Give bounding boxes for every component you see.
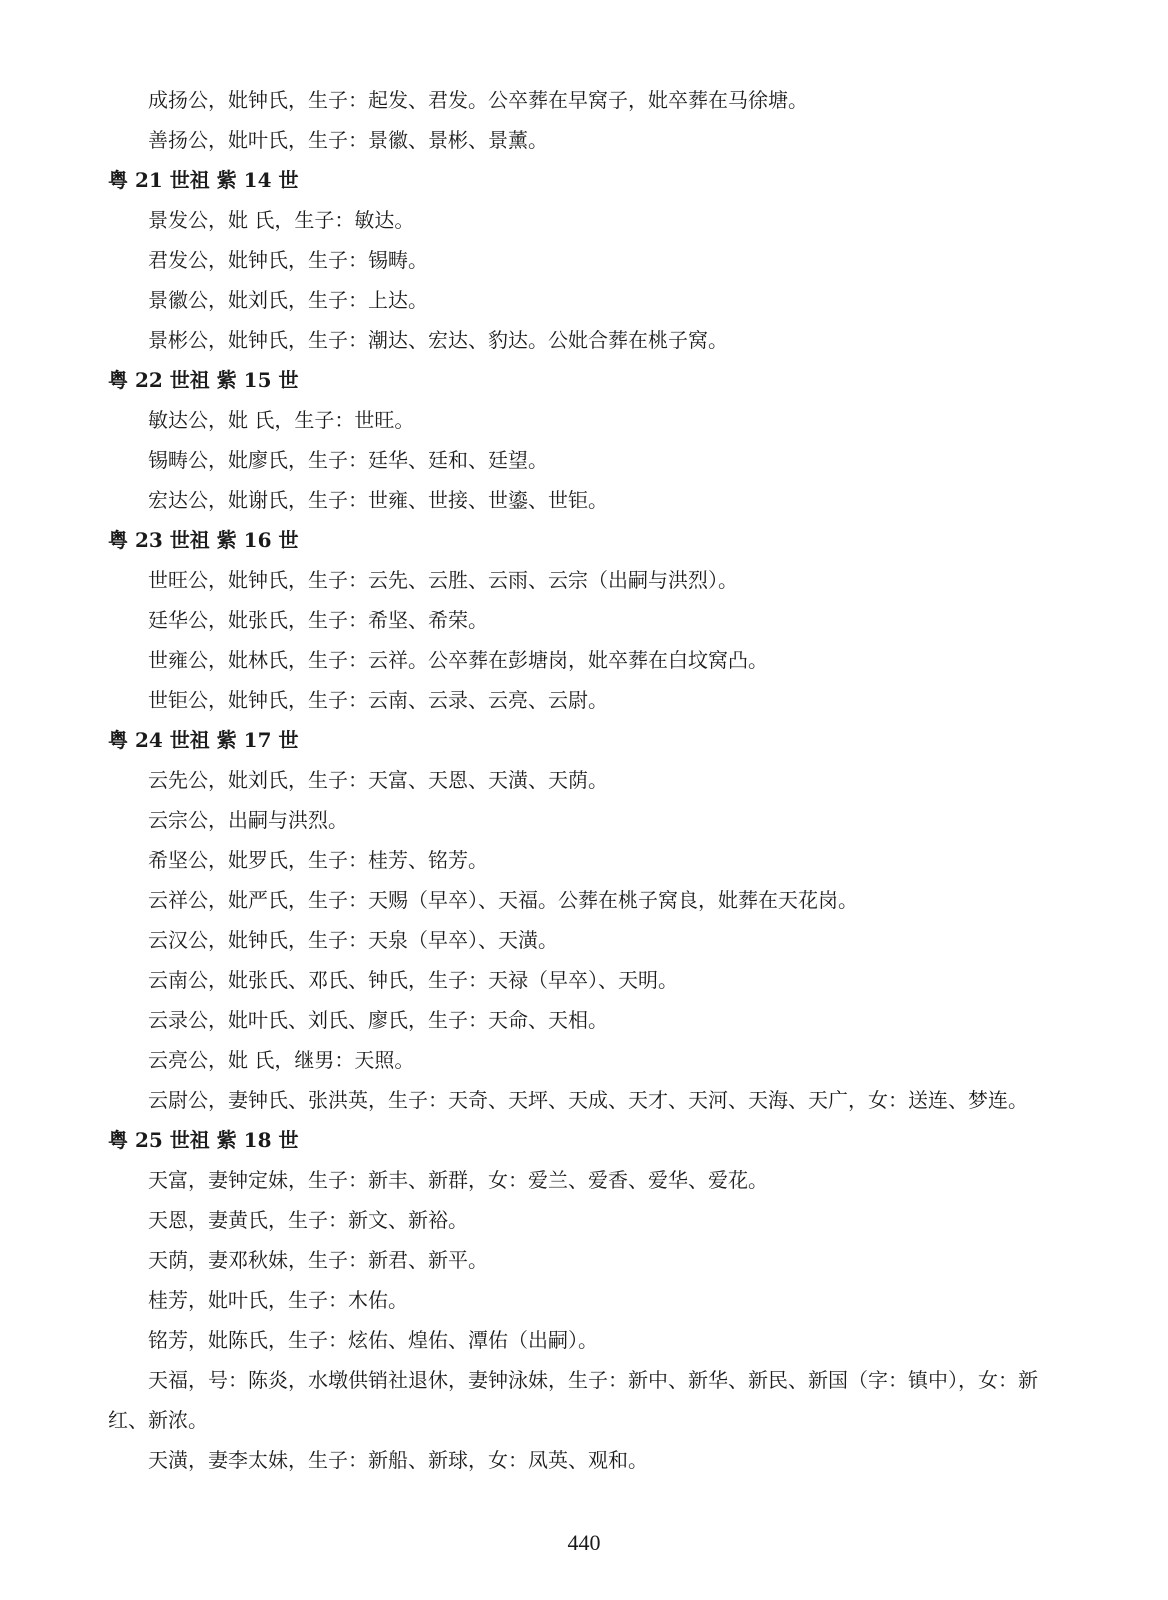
genealogy-entry: 云尉公，妻钟氏、张洪英，生子：天奇、天坪、天成、天才、天河、天海、天广，女：送连、梦连。 [148,1088,1028,1112]
genealogy-entry: 善扬公，妣叶氏，生子：景徽、景彬、景薰。 [148,128,548,152]
generation-heading: 粤 21 世祖 紫 14 世 [108,168,299,192]
genealogy-entry: 景发公，妣 氏，生子：敏达。 [148,208,415,232]
genealogy-entry: 云录公，妣叶氏、刘氏、廖氏，生子：天命、天相。 [148,1008,608,1032]
genealogy-entry: 景彬公，妣钟氏，生子：潮达、宏达、豹达。公妣合葬在桃子窝。 [148,328,728,352]
genealogy-entry: 天潢，妻李太妹，生子：新船、新球，女：凤英、观和。 [148,1448,648,1472]
page-number: 440 [567,1530,601,1555]
generation-heading: 粤 22 世祖 紫 15 世 [108,368,299,392]
genealogy-entry: 天富，妻钟定妹，生子：新丰、新群，女：爱兰、爱香、爱华、爱花。 [148,1168,768,1192]
genealogy-entry: 世旺公，妣钟氏，生子：云先、云胜、云雨、云宗（出嗣与洪烈）。 [148,568,738,592]
genealogy-entry: 云祥公，妣严氏，生子：天赐（早卒）、天福。公葬在桃子窝良，妣葬在天花岗。 [148,888,858,912]
genealogy-text [108,80,1058,1480]
genealogy-entry: 敏达公，妣 氏，生子：世旺。 [148,408,415,432]
genealogy-entry: 世钜公，妣钟氏，生子：云南、云录、云亮、云尉。 [148,688,608,712]
generation-heading: 粤 23 世祖 紫 16 世 [108,528,299,552]
genealogy-entry: 云亮公，妣 氏，继男：天照。 [148,1048,415,1072]
genealogy-entry: 云汉公，妣钟氏，生子：天泉（早卒）、天潢。 [148,928,558,952]
generation-heading: 粤 25 世祖 紫 18 世 [108,1128,299,1152]
genealogy-entry: 世雍公，妣林氏，生子：云祥。公卒葬在彭塘岗，妣卒葬在白坟窝凸。 [148,648,768,672]
genealogy-entry: 天荫，妻邓秋妹，生子：新君、新平。 [148,1248,488,1272]
genealogy-entry: 云南公，妣张氏、邓氏、钟氏，生子：天禄（早卒）、天明。 [148,968,678,992]
genealogy-entry: 云宗公，出嗣与洪烈。 [148,808,348,832]
genealogy-entry: 希坚公，妣罗氏，生子：桂芳、铭芳。 [148,848,488,872]
generation-heading: 粤 24 世祖 紫 17 世 [108,728,299,752]
genealogy-entry: 宏达公，妣谢氏，生子：世雍、世接、世鎏、世钜。 [148,488,608,512]
genealogy-entry: 天恩，妻黄氏，生子：新文、新裕。 [148,1208,468,1232]
genealogy-entry: 天福，号：陈炎，水墩供销社退休，妻钟泳妹，生子：新中、新华、新民、新国（字：镇中），女：新红、新浓。 [108,1368,1038,1432]
genealogy-entry: 桂芳，妣叶氏，生子：木佑。 [148,1288,408,1312]
genealogy-entry: 成扬公，妣钟氏，生子：起发、君发。公卒葬在早窝子，妣卒葬在马徐塘。 [148,88,808,112]
genealogy-entry: 廷华公，妣张氏，生子：希坚、希荣。 [148,608,488,632]
genealogy-entry: 君发公，妣钟氏，生子：锡畴。 [148,248,428,272]
genealogy-entry: 景徽公，妣刘氏，生子：上达。 [148,288,428,312]
genealogy-entry: 锡畴公，妣廖氏，生子：廷华、廷和、廷望。 [148,448,548,472]
genealogy-entry: 铭芳，妣陈氏，生子：炫佑、煌佑、潭佑（出嗣）。 [148,1328,598,1352]
genealogy-entry: 云先公，妣刘氏，生子：天富、天恩、天潢、天荫。 [148,768,608,792]
